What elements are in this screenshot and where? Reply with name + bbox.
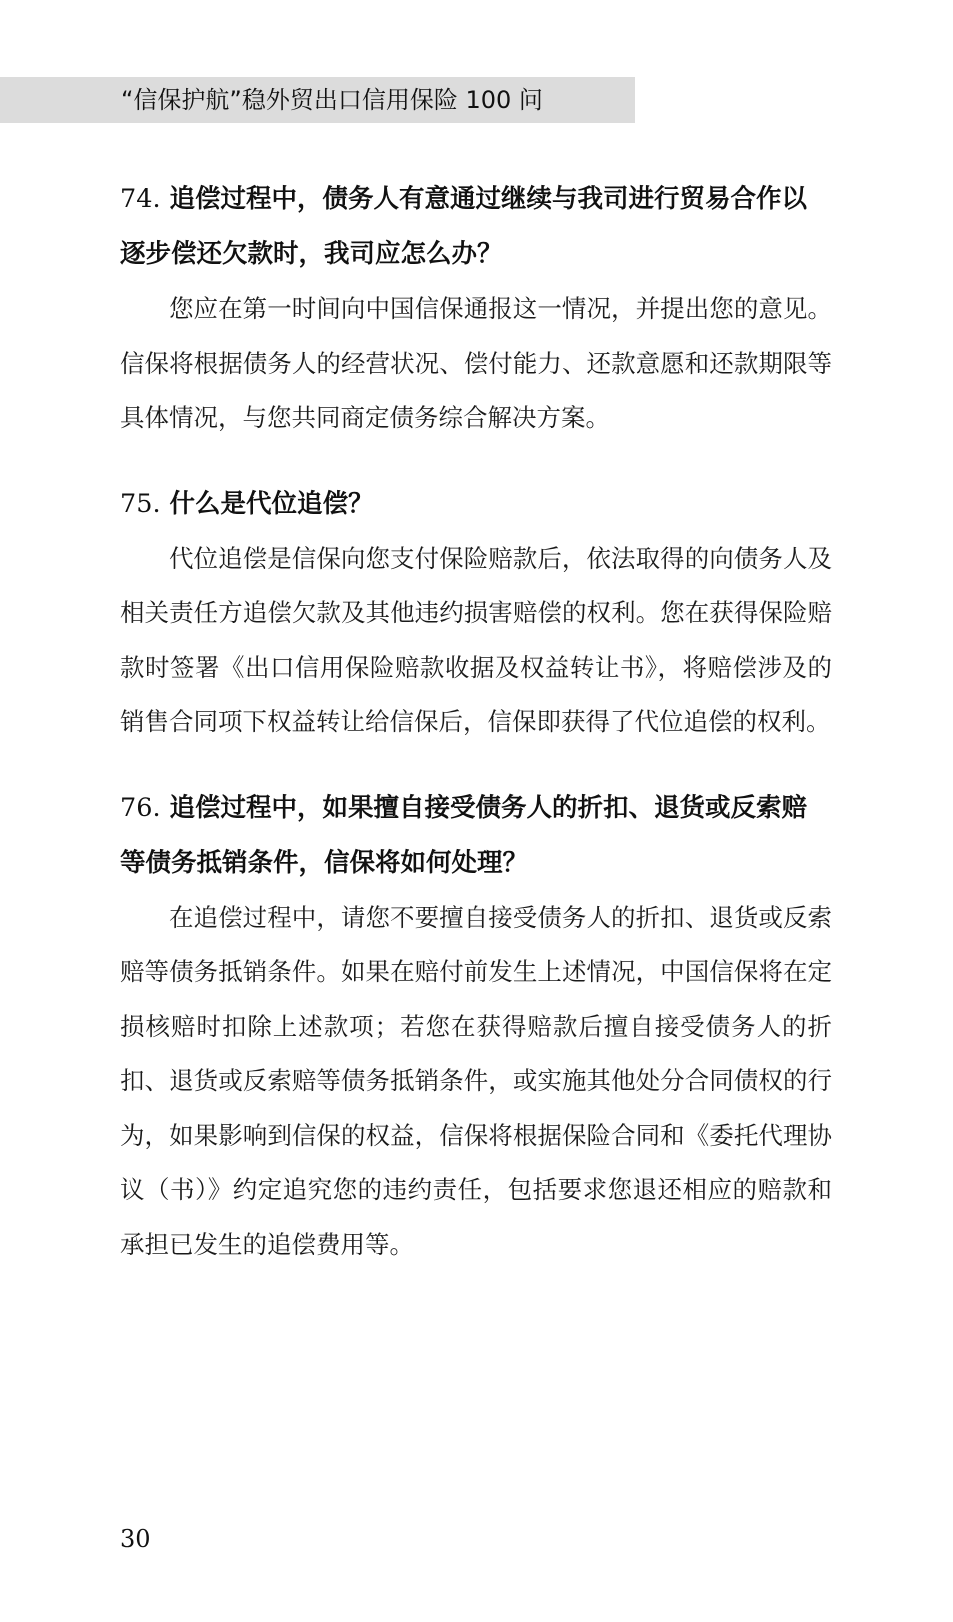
running-header-title: “信保护航”稳外贸出口信用保险 100 问 [121, 86, 543, 114]
qa-section-75 [120, 477, 832, 750]
question-number: 76. [120, 792, 161, 823]
question-76 [120, 781, 832, 891]
answer-75: 代位追偿是信保向您支付保险赔款后，依法取得的向债务人及相关责任方追偿欠款及其他违约损害赔偿的权利。您在获得保险赔款时签署《出口信用保险赔款收据及权益转让书》，将赔偿涉及的销售合同项下权益转让给信保后，信保即获得了代位追偿的权利。 [120, 543, 832, 736]
answer-74: 您应在第一时间向中国信保通报这一情况，并提出您的意见。信保将根据债务人的经营状况、偿付能力、还款意愿和还款期限等具体情况，与您共同商定债务综合解决方案。 [120, 294, 832, 432]
question-text: 追偿过程中，如果擅自接受债务人的折扣、退货或反索赔等债务抵销条件，信保将如何处理？ [120, 792, 807, 878]
question-text: 追偿过程中，债务人有意通过继续与我司进行贸易合作以逐步偿还欠款时，我司应怎么办？ [120, 184, 807, 269]
question-text: 什么是代位追偿？ [169, 488, 374, 519]
qa-section-76 [120, 781, 832, 1273]
question-number: 75. [120, 488, 161, 519]
question-75 [120, 477, 832, 532]
qa-section-74 [120, 172, 832, 446]
answer-76: 在追偿过程中，请您不要擅自接受债务人的折扣、退货或反索赔等债务抵销条件。如果在赔付前发生上述情况，中国信保将在定损核赔时扣除上述款项；若您在获得赔款后擅自接受债务人的折扣、退货或反索赔等债务抵销条件，或实施其他处分合同债权的行为，如果影响到信保的权益，信保将根据保险合同和《委托代理协议（书）》约定追究您的违约责任，包括要求您退还相应的赔款和承担已发生的追偿费用等。 [120, 902, 832, 1259]
page-number: 30 [120, 1525, 151, 1553]
page-content [120, 172, 832, 1272]
question-74 [120, 172, 832, 282]
question-number: 74. [120, 184, 161, 214]
